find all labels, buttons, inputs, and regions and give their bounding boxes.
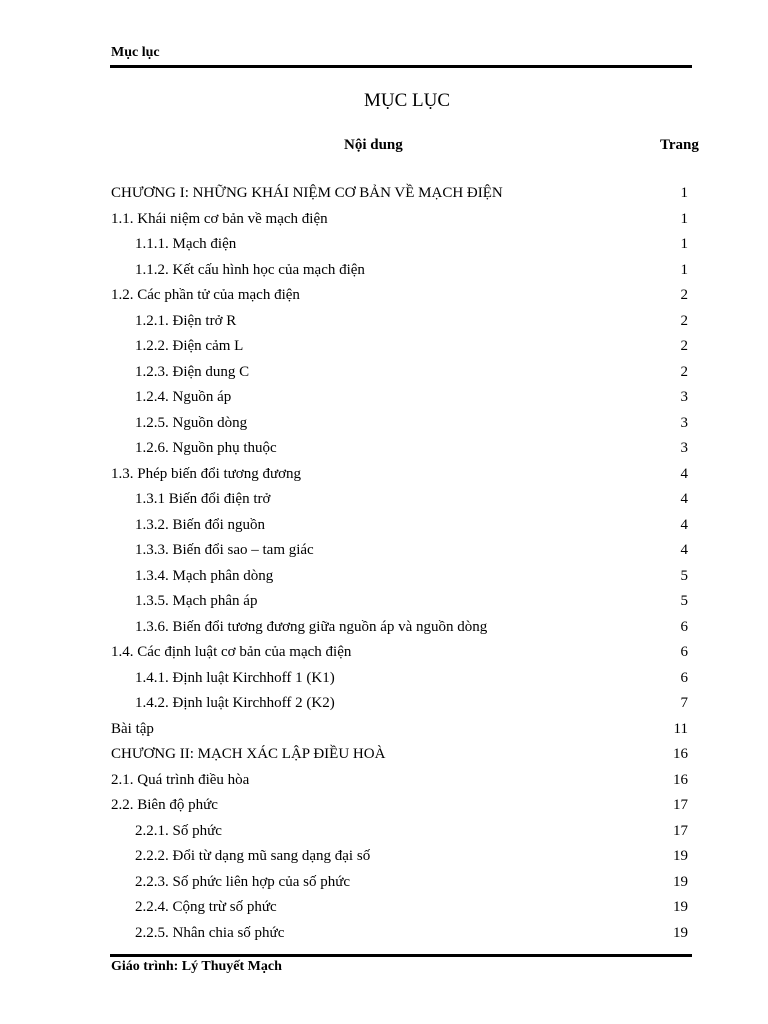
toc-entry[interactable]	[111, 666, 688, 692]
toc-entry-title: 1.2.4. Nguồn áp	[135, 389, 232, 405]
toc-entry[interactable]	[111, 334, 688, 360]
toc-entry[interactable]	[111, 691, 688, 717]
toc-entry-page: 16	[673, 746, 688, 762]
toc-entry-title: Bài tập	[111, 720, 154, 737]
toc-entry-title: 1.2.6. Nguồn phụ thuộc	[135, 440, 277, 456]
toc-entry-title: 2.1. Quá trình điều hòa	[111, 771, 250, 788]
toc-entry-page: 16	[673, 771, 688, 788]
toc-entry-title: 1.2.5. Nguồn dòng	[135, 414, 248, 431]
toc-entry-title: 1.1.1. Mạch điện	[135, 236, 237, 252]
toc-entry[interactable]	[111, 207, 688, 233]
toc-entry-page: 6	[680, 669, 688, 686]
toc-entry-page: 2	[680, 312, 688, 329]
toc-entry-title: 1.3.2. Biến đổi nguồn	[135, 516, 265, 533]
toc-entry[interactable]	[111, 844, 688, 870]
running-header: Mục lục	[111, 45, 160, 60]
footer-divider	[110, 954, 692, 957]
toc-entry-title: 1.1.2. Kết cấu hình học của mạch điện	[135, 261, 365, 278]
toc-entry[interactable]	[111, 232, 688, 258]
toc-entry-title: CHƯƠNG II: MẠCH XÁC LẬP ĐIỀU HOÀ	[111, 746, 386, 762]
toc-entry[interactable]	[111, 462, 688, 488]
toc-entry[interactable]	[111, 768, 688, 794]
toc-entry-title: 2.2.4. Cộng trừ số phức	[135, 899, 277, 915]
toc-entry-page: 19	[673, 873, 688, 890]
toc-entry-title: 1.3.4. Mạch phân dòng	[135, 567, 274, 584]
toc-entry-title: 2.2. Biên độ phức	[111, 797, 218, 813]
toc-entry-page: 7	[680, 695, 688, 711]
toc-entry-title: 1.4.1. Định luật Kirchhoff 1 (K1)	[135, 669, 335, 686]
toc-entry[interactable]	[111, 258, 688, 284]
toc-entry-page: 19	[673, 924, 688, 941]
toc-entry-page: 4	[680, 465, 688, 482]
toc-entry-page: 11	[673, 720, 688, 737]
toc-entry-page: 3	[680, 440, 688, 456]
toc-entry[interactable]	[111, 283, 688, 309]
toc-entry-title: 1.2.3. Điện dung C	[135, 363, 250, 380]
table-of-contents	[111, 181, 688, 946]
toc-entry[interactable]	[111, 564, 688, 590]
toc-entry-page: 5	[680, 593, 688, 609]
toc-entry[interactable]	[111, 436, 688, 462]
toc-entry-page: 3	[680, 389, 688, 405]
column-header-page: Trang	[660, 137, 699, 153]
toc-entry[interactable]	[111, 895, 688, 921]
toc-entry-title: 2.2.5. Nhân chia số phức	[135, 924, 285, 941]
toc-entry-title: 1.2. Các phần tử của mạch điện	[111, 287, 300, 303]
toc-entry-title: 1.2.2. Điện cảm L	[135, 338, 244, 354]
header-divider	[110, 65, 692, 68]
toc-entry[interactable]	[111, 640, 688, 666]
toc-entry-page: 4	[680, 491, 688, 507]
toc-entry-page: 1	[680, 236, 688, 252]
toc-entry-title: 2.2.3. Số phức liên hợp của số phức	[135, 873, 350, 890]
toc-entry-title: 1.4.2. Định luật Kirchhoff 2 (K2)	[135, 695, 335, 711]
toc-entry-title: 1.4. Các định luật cơ bản của mạch điện	[111, 644, 352, 660]
toc-entry-title: 2.2.2. Đổi từ dạng mũ sang dạng đại số	[135, 848, 371, 864]
toc-entry-page: 6	[680, 618, 688, 635]
toc-entry[interactable]	[111, 793, 688, 819]
toc-entry[interactable]	[111, 717, 688, 743]
toc-entry-page: 1	[680, 261, 688, 278]
toc-entry[interactable]	[111, 615, 688, 641]
toc-entry[interactable]	[111, 309, 688, 335]
toc-entry-page: 4	[680, 516, 688, 533]
toc-entry-title: CHƯƠNG I: NHỮNG KHÁI NIỆM CƠ BẢN VỀ MẠCH ĐIỆN	[111, 185, 503, 201]
column-header-content: Nội dung	[344, 137, 403, 153]
page-title: MỤC LỤC	[363, 90, 451, 111]
toc-entry-title: 1.1. Khái niệm cơ bản về mạch điện	[111, 210, 328, 227]
toc-entry-title: 1.3.5. Mạch phân áp	[135, 593, 258, 609]
toc-entry-page: 19	[673, 848, 688, 864]
toc-entry-title: 1.3.3. Biến đổi sao – tam giác	[135, 542, 314, 558]
toc-entry-page: 1	[680, 185, 688, 201]
toc-entry-title: 2.2.1. Số phức	[135, 822, 222, 839]
toc-entry[interactable]	[111, 921, 688, 947]
running-footer: Giáo trình: Lý Thuyết Mạch	[111, 959, 282, 974]
toc-entry[interactable]	[111, 513, 688, 539]
toc-entry-page: 3	[680, 414, 688, 431]
toc-entry[interactable]	[111, 589, 688, 615]
toc-entry-page: 1	[680, 210, 688, 227]
toc-entry-page: 2	[680, 363, 688, 380]
toc-entry[interactable]	[111, 819, 688, 845]
toc-entry-page: 19	[673, 899, 688, 915]
toc-entry[interactable]	[111, 385, 688, 411]
toc-entry-page: 2	[680, 338, 688, 354]
toc-entry[interactable]	[111, 538, 688, 564]
toc-entry-page: 5	[680, 567, 688, 584]
toc-entry[interactable]	[111, 487, 688, 513]
toc-entry-page: 17	[673, 797, 688, 813]
toc-entry[interactable]	[111, 360, 688, 386]
toc-entry-page: 17	[673, 822, 688, 839]
toc-entry[interactable]	[111, 870, 688, 896]
toc-entry-page: 4	[680, 542, 688, 558]
toc-entry-title: 1.3. Phép biến đổi tương đương	[111, 465, 302, 482]
toc-entry-title: 1.2.1. Điện trở R	[135, 312, 237, 329]
toc-entry-page: 6	[680, 644, 688, 660]
toc-entry-title: 1.3.6. Biến đổi tương đương giữa nguồn áp và nguồn dòng	[135, 618, 488, 635]
toc-entry-page: 2	[680, 287, 688, 303]
toc-entry-title: 1.3.1 Biến đổi điện trở	[135, 491, 271, 507]
toc-entry[interactable]	[111, 742, 688, 768]
toc-entry[interactable]	[111, 181, 688, 207]
toc-entry[interactable]	[111, 411, 688, 437]
